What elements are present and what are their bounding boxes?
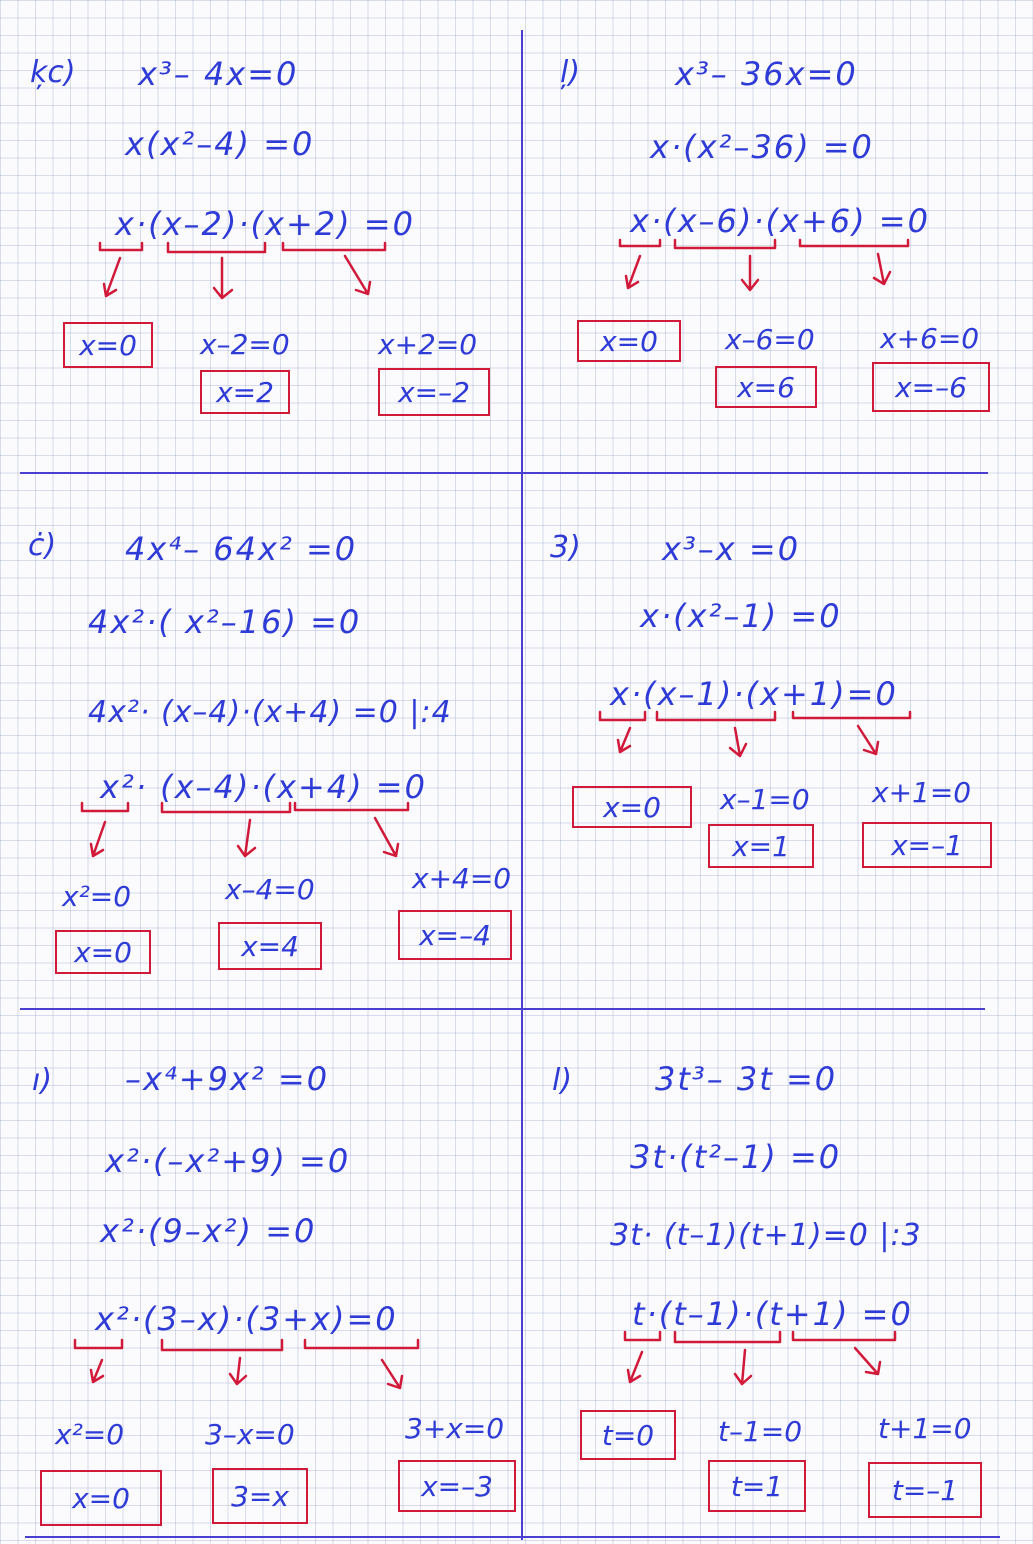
- result-box-3: x=–3: [398, 1460, 516, 1512]
- bracket: [625, 1332, 660, 1340]
- result-box-3: x=–6: [872, 362, 990, 412]
- factor-eq-2: x–4=0: [225, 873, 315, 906]
- result-box-2: t=1: [708, 1460, 806, 1512]
- result-box-2: 3=x: [212, 1468, 308, 1524]
- result-box-3: x=–1: [862, 822, 992, 868]
- panel-label: ķc): [30, 55, 76, 90]
- arrow: [230, 1358, 246, 1384]
- bracket: [675, 1332, 780, 1342]
- result-box-1: x=0: [572, 786, 692, 828]
- bracket: [305, 1340, 418, 1348]
- result-box-3: x=–4: [398, 910, 512, 960]
- arrow: [238, 820, 255, 856]
- equation-line-1: x³– 4x=0: [138, 55, 299, 93]
- panel-label: ļ): [560, 55, 581, 90]
- equation-line-1: 4x⁴– 64x² =0: [125, 530, 358, 568]
- panel-label: l): [552, 1063, 573, 1098]
- bracket: [657, 712, 775, 720]
- equation-line-3: 4x²· (x–4)·(x+4) =0 |:4: [88, 695, 452, 730]
- arrow: [382, 1360, 402, 1388]
- equation-line-1: x³–x =0: [662, 530, 801, 568]
- bracket: [793, 712, 910, 718]
- bracket: [800, 240, 908, 246]
- arrow: [214, 258, 232, 298]
- bracket: [168, 243, 265, 252]
- equation-line-4: x²· (x–4)·(x+4) =0: [100, 768, 427, 806]
- factor-eq-3: x+1=0: [872, 776, 972, 809]
- factor-eq-2: x–6=0: [725, 323, 815, 356]
- panel-label: ċ): [28, 528, 57, 563]
- result-box-2: x=2: [200, 370, 290, 414]
- factor-eq-2: x–2=0: [200, 328, 290, 361]
- factor-eq-3: 3+x=0: [405, 1412, 505, 1445]
- arrow: [375, 818, 398, 856]
- factor-eq-2: t–1=0: [718, 1415, 803, 1448]
- result-box-2: x=6: [715, 366, 817, 408]
- factor-eq-2: 3–x=0: [205, 1418, 295, 1451]
- result-box-1: x=0: [577, 320, 681, 362]
- bracket: [793, 1332, 895, 1340]
- arrow: [874, 254, 890, 284]
- factor-eq-2: x–1=0: [720, 783, 810, 816]
- result-box-2: x=1: [708, 824, 814, 868]
- equation-line-2: x(x²–4) =0: [125, 125, 315, 163]
- bracket: [162, 1340, 282, 1350]
- bracket: [82, 803, 128, 811]
- equation-line-4: x²·(3–x)·(3+x)=0: [95, 1300, 398, 1338]
- equation-line-2: 4x²·( x²–16) =0: [88, 603, 362, 641]
- result-box-1: x=0: [55, 930, 151, 974]
- equation-line-2: 3t·(t²–1) =0: [630, 1138, 842, 1176]
- arrow: [345, 256, 370, 294]
- panel-label: 3): [550, 530, 581, 565]
- equation-line-4: t·(t–1)·(t+1) =0: [632, 1295, 913, 1333]
- bracket: [100, 243, 142, 250]
- equation-line-3: 3t· (t–1)(t+1)=0 |:3: [610, 1218, 922, 1253]
- result-box-1: t=0: [580, 1410, 676, 1460]
- equation-line-3: x·(x–1)·(x+1)=0: [610, 675, 898, 713]
- equation-line-3: x²·(9–x²) =0: [100, 1212, 317, 1250]
- equation-line-2: x·(x²–1) =0: [640, 597, 842, 635]
- bracket: [295, 803, 408, 810]
- factor-eq-3: t+1=0: [878, 1412, 972, 1445]
- panel-label: ı): [32, 1063, 53, 1098]
- factor-eq-3: x+4=0: [412, 862, 512, 895]
- factor-eq-1: x²=0: [55, 1418, 125, 1451]
- equation-line-2: x²·(–x²+9) =0: [105, 1142, 351, 1180]
- factor-eq-1: x²=0: [62, 880, 132, 913]
- bracket: [162, 803, 290, 812]
- arrow: [104, 258, 120, 296]
- arrow: [91, 1360, 103, 1382]
- result-box-2: x=4: [218, 922, 322, 970]
- bracket: [600, 712, 645, 720]
- result-box-1: x=0: [40, 1470, 162, 1526]
- bracket: [675, 240, 775, 248]
- equation-line-1: x³– 36x=0: [675, 55, 858, 93]
- factor-eq-3: x+6=0: [880, 322, 980, 355]
- bracket: [283, 243, 385, 250]
- result-box-1: x=0: [63, 322, 153, 368]
- arrow: [858, 726, 878, 754]
- equation-line-3: x·(x–2)·(x+2) =0: [115, 205, 415, 243]
- arrow: [626, 256, 640, 288]
- bracket: [75, 1340, 122, 1348]
- bracket: [620, 240, 660, 246]
- result-box-3: t=–1: [868, 1462, 982, 1518]
- equation-line-1: –x⁴+9x² =0: [125, 1060, 330, 1098]
- equation-line-1: 3t³– 3t =0: [655, 1060, 838, 1098]
- equation-line-3: x·(x–6)·(x+6) =0: [630, 202, 930, 240]
- arrow: [628, 1352, 642, 1382]
- result-box-3: x=–2: [378, 368, 490, 416]
- arrow: [855, 1348, 880, 1374]
- factor-eq-3: x+2=0: [378, 328, 478, 361]
- arrow: [742, 256, 758, 290]
- arrow: [735, 1350, 751, 1384]
- arrow: [618, 728, 630, 752]
- arrow: [730, 728, 746, 756]
- arrow: [91, 822, 105, 856]
- equation-line-2: x·(x²–36) =0: [650, 128, 874, 166]
